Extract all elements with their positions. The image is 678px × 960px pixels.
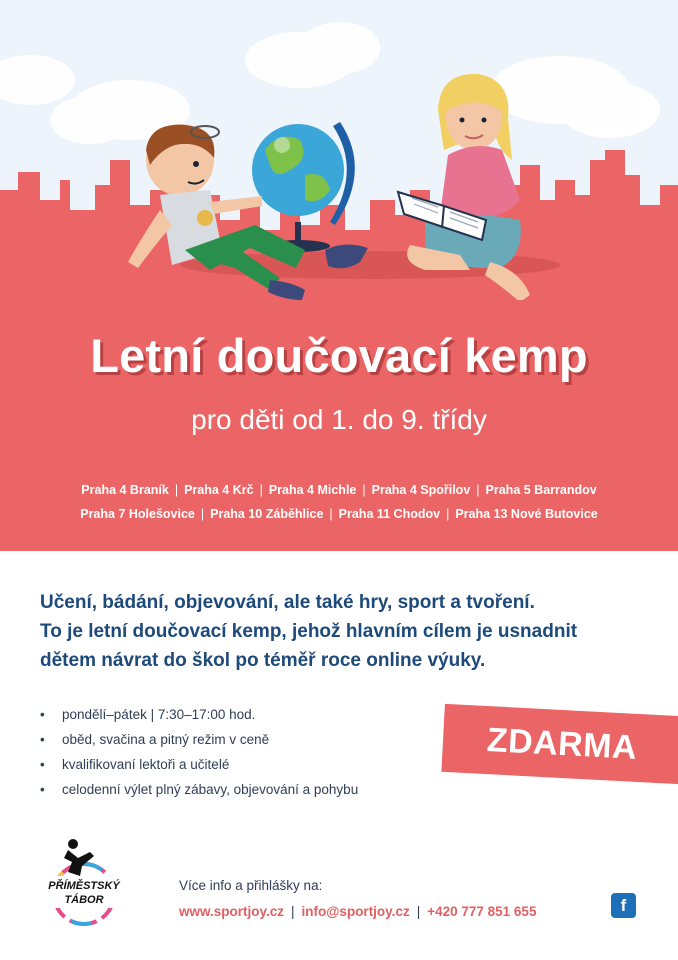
intro-line: Učení, bádání, objevování, ale také hry, sport a tvoření.: [40, 592, 535, 613]
phone-link[interactable]: +420 777 851 655: [427, 904, 537, 919]
location: Praha 13 Nové Butovice: [455, 507, 598, 521]
free-badge-label: ZDARMA: [485, 720, 639, 767]
location: Praha 4 Michle: [268, 483, 357, 497]
contact-separator: |: [416, 904, 421, 919]
bullet-icon: •: [40, 732, 45, 747]
logo-text: PŘÍMĚSTSKÝ: [48, 880, 120, 892]
feature-item: [40, 781, 440, 806]
location: Praha 5 Barrandov: [485, 483, 597, 497]
feature-text: celodenní výlet plný zábavy, objevování a pohybu: [62, 782, 359, 797]
feature-list: [40, 706, 440, 806]
feature-item: [40, 756, 440, 781]
page-title: Letní doučovací kemp: [90, 329, 588, 382]
intro-line: To je letní doučovací kemp, jehož hlavním cílem je usnadnit: [40, 621, 578, 642]
location-separator: |: [259, 483, 263, 497]
location-separator: |: [329, 507, 333, 521]
contact-separator: |: [291, 904, 295, 919]
bullet-icon: •: [40, 707, 45, 722]
location: Praha 10 Záběhlice: [210, 507, 324, 521]
page-subtitle: pro děti od 1. do 9. třídy: [191, 404, 487, 435]
bullet-icon: •: [40, 757, 45, 772]
intro-text: [40, 588, 650, 675]
location: Praha 11 Chodov: [338, 507, 441, 521]
location: Praha 4 Braník: [81, 483, 169, 497]
location-separator: |: [200, 507, 205, 521]
locations-row-1: [0, 483, 678, 497]
bullet-icon: •: [40, 782, 45, 797]
location-separator: |: [446, 507, 450, 521]
intro-line: dětem návrat do škol po téměř roce online výuky.: [40, 650, 486, 671]
location: Praha 4 Krč: [184, 483, 254, 497]
feature-item: [40, 731, 440, 756]
contact-row: [179, 904, 536, 919]
website-link[interactable]: www.sportjoy.cz: [179, 904, 285, 919]
location: Praha 7 Holešovice: [80, 507, 195, 521]
feature-text: oběd, svačina a pitný režim v ceně: [62, 732, 270, 747]
contact-label: Více info a přihlášky na:: [179, 878, 323, 893]
feature-text: pondělí–pátek | 7:30–17:00 hod.: [62, 707, 256, 722]
free-badge: [441, 704, 678, 784]
email-link[interactable]: info@sportjoy.cz: [301, 904, 410, 919]
location-separator: |: [476, 483, 480, 497]
locations-row-2: [0, 507, 678, 521]
location: Praha 4 Spořilov: [371, 483, 471, 497]
location-separator: |: [174, 483, 179, 497]
facebook-icon[interactable]: f: [611, 893, 636, 918]
location-separator: |: [362, 483, 366, 497]
logo-text: TÁBOR: [64, 894, 104, 906]
feature-text: kvalifikovaní lektoři a učitelé: [62, 757, 230, 772]
feature-item: [40, 706, 440, 731]
